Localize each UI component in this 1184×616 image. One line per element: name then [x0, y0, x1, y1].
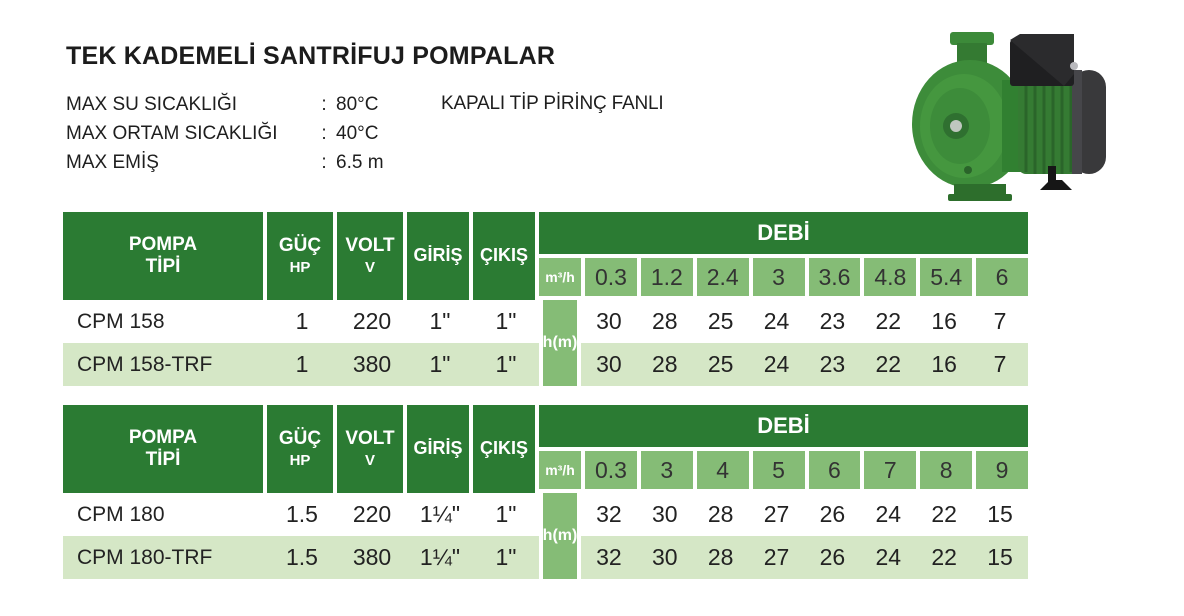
spec-label: MAX SU SICAKLIĞI	[66, 93, 238, 115]
pump-type-cell: CPM 158-TRF	[63, 343, 267, 386]
head-value-cell: 24	[860, 536, 916, 579]
header-line: GÜÇ	[278, 234, 322, 256]
head-value-cell: 27	[763, 501, 790, 527]
head-value-cell: 28	[693, 536, 749, 579]
header-line: GÜÇ	[278, 427, 322, 449]
head-value-cell: 15	[972, 536, 1028, 579]
flow-header-cell: 3	[637, 451, 693, 493]
header-line: HP	[289, 452, 311, 470]
header-line: GİRİŞ	[413, 438, 463, 459]
head-value-cell: 30	[596, 308, 622, 334]
flow-header-cell: 5	[749, 451, 805, 493]
head-value-cell: 26	[805, 536, 861, 579]
volt-cell: 380	[337, 536, 407, 579]
flow-header-cell: 5.4	[916, 258, 972, 300]
power-cell: 1.5	[286, 501, 318, 527]
head-value-cell: 22	[875, 308, 902, 334]
volt-cell: 220	[352, 308, 392, 334]
head-value-cell: 32	[581, 536, 637, 579]
pump-terminal-box	[1010, 34, 1078, 86]
head-value-cell: 28	[637, 343, 693, 386]
spec-label: MAX EMİŞ	[66, 151, 159, 173]
head-value-cell: 28	[652, 308, 678, 334]
power-cell: 1.5	[267, 536, 337, 579]
header-line: V	[364, 259, 375, 277]
column-header-outlet	[473, 212, 539, 300]
spec-row-max-ambient-temp	[66, 119, 384, 148]
fan-type-note: KAPALI TİP PİRİNÇ FANLI	[441, 93, 664, 114]
pump-product-image	[898, 14, 1110, 202]
flow-header-cell: 0.3	[581, 258, 637, 300]
head-value-cell: 23	[819, 308, 846, 334]
flow-header-cell: 6	[805, 451, 861, 493]
head-value-cell: 25	[693, 343, 749, 386]
flow-header-cell: 2.4	[693, 258, 749, 300]
head-value-cell: 30	[652, 501, 678, 527]
outlet-cell: 1"	[495, 308, 517, 334]
head-value-cell: 26	[819, 501, 846, 527]
head-value-cell: 16	[931, 308, 957, 334]
power-cell: 1	[295, 308, 309, 334]
pump-type-cell: CPM 158	[77, 309, 165, 333]
column-header-power	[267, 405, 337, 493]
flow-header-cell: 9	[972, 451, 1028, 493]
header-line: VOLT	[345, 234, 395, 256]
header-line: TİPİ	[145, 449, 181, 470]
pump-fan-cover	[1072, 70, 1106, 174]
page-title: TEK KADEMELİ SANTRİFUJ POMPALAR	[66, 42, 556, 70]
spec-value: 80°C	[336, 93, 379, 115]
header-line: VOLT	[345, 427, 395, 449]
head-value-cell: 23	[805, 343, 861, 386]
column-header-outlet	[473, 405, 539, 493]
outlet-cell: 1"	[473, 343, 539, 386]
head-value-cell: 24	[749, 343, 805, 386]
flow-section-title: DEBİ	[539, 405, 1028, 451]
flow-header-cell: 7	[860, 451, 916, 493]
inlet-cell: 1¼"	[419, 501, 461, 527]
inlet-cell: 1"	[429, 308, 451, 334]
flow-header-cell: 4.8	[860, 258, 916, 300]
header-line: POMPA	[128, 426, 198, 448]
power-cell: 1	[267, 343, 337, 386]
column-header-volt	[337, 212, 407, 300]
column-header-power	[267, 212, 337, 300]
flow-section-title: DEBİ	[539, 212, 1028, 258]
pump-motor-body	[1002, 74, 1080, 174]
spec-separator: :	[321, 122, 327, 144]
head-value-cell: 24	[763, 308, 790, 334]
column-header-inlet	[407, 405, 473, 493]
head-value-cell: 16	[916, 343, 972, 386]
flow-unit-cell: m³/h	[539, 258, 581, 300]
flow-unit-cell: m³/h	[539, 451, 581, 493]
header-line: HP	[289, 259, 311, 277]
outlet-cell: 1"	[495, 501, 517, 527]
head-unit-cell: h(m)	[539, 493, 581, 579]
head-value-cell: 22	[916, 536, 972, 579]
inlet-cell: 1"	[407, 343, 473, 386]
spec-label: MAX ORTAM SICAKLIĞI	[66, 122, 278, 144]
head-value-cell: 30	[581, 343, 637, 386]
column-header-volt	[337, 405, 407, 493]
column-header-inlet	[407, 212, 473, 300]
head-value-cell: 32	[596, 501, 622, 527]
head-value-cell: 15	[987, 501, 1013, 527]
spec-row-max-suction	[66, 148, 384, 177]
volt-cell: 380	[337, 343, 407, 386]
head-value-cell: 24	[875, 501, 902, 527]
head-value-cell: 30	[637, 536, 693, 579]
column-header-pump-type	[63, 212, 267, 300]
flow-header-cell: 6	[972, 258, 1028, 300]
flow-header-cell: 3.6	[805, 258, 861, 300]
spec-value: 6.5 m	[336, 151, 384, 173]
header-line: GİRİŞ	[413, 245, 463, 266]
flow-header-cell: 4	[693, 451, 749, 493]
flow-header-cell: 1.2	[637, 258, 693, 300]
head-unit-cell: h(m)	[539, 300, 581, 386]
spec-value: 40°C	[336, 122, 379, 144]
flow-header-cell: 3	[749, 258, 805, 300]
pump-type-cell: CPM 180	[77, 502, 165, 526]
inlet-cell: 1¼"	[407, 536, 473, 579]
head-value-cell: 28	[707, 501, 734, 527]
header-line: ÇIKIŞ	[479, 438, 528, 459]
column-header-pump-type	[63, 405, 267, 493]
header-line: V	[364, 452, 375, 470]
spec-table-cpm158	[63, 212, 1028, 386]
head-value-cell: 22	[931, 501, 957, 527]
flow-header-cell: 8	[916, 451, 972, 493]
outlet-cell: 1"	[473, 536, 539, 579]
spec-table-cpm180	[63, 405, 1028, 579]
head-value-cell: 25	[707, 308, 734, 334]
header-line: TİPİ	[145, 256, 181, 277]
spec-separator: :	[321, 93, 327, 115]
spec-separator: :	[321, 151, 327, 173]
head-value-cell: 27	[749, 536, 805, 579]
header-line: POMPA	[128, 233, 198, 255]
flow-header-cell: 0.3	[581, 451, 637, 493]
head-value-cell: 7	[993, 308, 1007, 334]
head-value-cell: 22	[860, 343, 916, 386]
header-line: ÇIKIŞ	[479, 245, 528, 266]
specs-list	[66, 90, 384, 177]
volt-cell: 220	[352, 501, 392, 527]
pump-type-cell: CPM 180-TRF	[63, 536, 267, 579]
spec-row-max-water-temp	[66, 90, 384, 119]
head-value-cell: 7	[972, 343, 1028, 386]
